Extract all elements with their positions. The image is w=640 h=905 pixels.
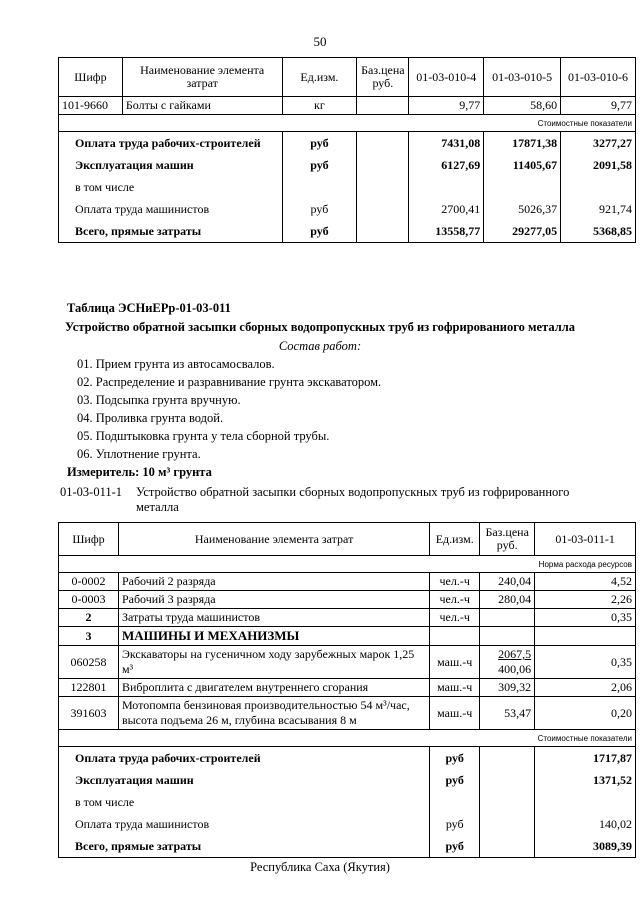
- cost-price: [357, 220, 409, 243]
- header-col2: 01-03-010-5: [484, 58, 561, 97]
- cost-price: [357, 176, 409, 198]
- row-price-secondary: 400,06: [498, 662, 532, 676]
- row-unit: маш.-ч: [430, 697, 480, 730]
- cost-price: [480, 791, 535, 813]
- cost-v1: 13558,77: [409, 220, 484, 243]
- cost-unit: руб: [282, 220, 357, 243]
- row-code: 0-0002: [59, 573, 119, 591]
- cost-row: [59, 769, 636, 791]
- row-value: [535, 627, 636, 646]
- cost-unit: руб: [282, 132, 357, 155]
- row-price-value: 280,04: [498, 592, 532, 606]
- cost-v3: 3277,27: [561, 132, 636, 155]
- row-name: Рабочий 2 разряда: [118, 573, 429, 591]
- cost-price: [480, 769, 535, 791]
- cost-v2: [484, 176, 561, 198]
- cost-value: 1717,87: [535, 747, 636, 770]
- norm-label-row: [59, 556, 636, 573]
- work-step: 04. Проливка грунта водой.: [77, 411, 224, 425]
- cost-v3: 5368,85: [561, 220, 636, 243]
- header-name: Наименование элемента затрат: [118, 523, 429, 556]
- row-unit: [430, 627, 480, 646]
- table-row: [59, 697, 636, 730]
- cost-v2: 29277,05: [484, 220, 561, 243]
- table-title: Таблица ЭСНиЕРр-01-03-011: [67, 301, 231, 315]
- row-v3: 9,77: [561, 97, 636, 115]
- header-code: Шифр: [59, 523, 119, 556]
- cost-v2: 17871,38: [484, 132, 561, 155]
- cost-row: [59, 176, 636, 198]
- cost-row: [59, 220, 636, 243]
- cost-row: [59, 198, 636, 220]
- row-unit: чел.-ч: [430, 573, 480, 591]
- page-number: 50: [313, 34, 327, 49]
- row-unit: кг: [282, 97, 357, 115]
- row-value: 2,26: [535, 591, 636, 609]
- row-code: 2: [59, 609, 119, 627]
- table-row: [59, 97, 636, 115]
- table-row: [59, 591, 636, 609]
- section-label-row: [59, 115, 636, 132]
- cost-name: в том числе: [59, 176, 283, 198]
- row-name: Мотопомпа бензиновая производительностью 54 м³/час, высота подъема 26 м, глубина всасывания 8 м: [118, 697, 429, 730]
- row-name: Болты с гайками: [122, 97, 282, 115]
- item-name: Устройство обратной засыпки сборных водопропускных труб из гофрированного металла: [136, 485, 570, 514]
- cost-unit: руб: [430, 835, 480, 858]
- cost-v3: [561, 176, 636, 198]
- cost-price: [357, 198, 409, 220]
- section-label: Стоимостные показатели: [59, 115, 636, 132]
- cost-name: Оплата труда рабочих-строителей: [59, 747, 430, 770]
- header-name: Наименование элемента затрат: [122, 58, 282, 97]
- cost-v3: 2091,58: [561, 154, 636, 176]
- cost-unit: руб: [430, 769, 480, 791]
- row-price-value: 2067,5: [498, 647, 532, 661]
- cost-unit: руб: [282, 198, 357, 220]
- row-v1: 9,77: [409, 97, 484, 115]
- cost-v2: 5026,37: [484, 198, 561, 220]
- cost-row: [59, 132, 636, 155]
- header-unit: Ед.изм.: [430, 523, 480, 556]
- table-header-row: [59, 58, 636, 97]
- row-name: Затраты труда машинистов: [118, 609, 429, 627]
- work-step: 03. Подсыпка грунта вручную.: [77, 393, 241, 407]
- row-price: [480, 697, 535, 730]
- row-price: [480, 573, 535, 591]
- cost-price: [357, 154, 409, 176]
- header-price: Баз.цена руб.: [480, 523, 535, 556]
- row-price: [480, 627, 535, 646]
- table-row: [59, 609, 636, 627]
- table-row: [59, 646, 636, 679]
- cost-name: Эксплуатация машин: [59, 769, 430, 791]
- cost-name: Оплата труда машинистов: [59, 198, 283, 220]
- row-code: 0-0003: [59, 591, 119, 609]
- cost-name: Всего, прямые затраты: [59, 220, 283, 243]
- row-code: 391603: [59, 697, 119, 730]
- cost-name: Всего, прямые затраты: [59, 835, 430, 858]
- cost-unit: руб: [430, 813, 480, 835]
- row-code: 060258: [59, 646, 119, 679]
- cost-v2: 11405,67: [484, 154, 561, 176]
- cost-row: [59, 747, 636, 770]
- section-label-row: [59, 730, 636, 747]
- header-col3: 01-03-010-6: [561, 58, 636, 97]
- cost-row: [59, 791, 636, 813]
- cost-name: Оплата труда рабочих-строителей: [59, 132, 283, 155]
- header-unit: Ед.изм.: [282, 58, 357, 97]
- row-price: [480, 679, 535, 697]
- row-value: 0,35: [535, 646, 636, 679]
- row-unit: маш.-ч: [430, 646, 480, 679]
- row-price-value: 240,04: [498, 574, 532, 588]
- cost-price: [480, 747, 535, 770]
- table-header-row: [59, 523, 636, 556]
- cost-value: 1371,52: [535, 769, 636, 791]
- composition-title: Состав работ:: [278, 339, 362, 353]
- row-code: 122801: [59, 679, 119, 697]
- work-step: 05. Подштыковка грунта у тела сборной трубы.: [77, 429, 330, 443]
- row-value: 4,52: [535, 573, 636, 591]
- cost-row: [59, 835, 636, 858]
- cost-value: [535, 791, 636, 813]
- cost-name: Оплата труда машинистов: [59, 813, 430, 835]
- cost-table-010: [58, 57, 636, 243]
- cost-v1: 2700,41: [409, 198, 484, 220]
- row-unit: маш.-ч: [430, 679, 480, 697]
- cost-price: [480, 835, 535, 858]
- cost-name: Эксплуатация машин: [59, 154, 283, 176]
- table-subtitle: Устройство обратной засыпки сборных водопропускных труб из гофрированиого металла: [64, 320, 575, 334]
- row-price: [357, 97, 409, 115]
- row-unit: чел.-ч: [430, 591, 480, 609]
- cost-price: [480, 813, 535, 835]
- cost-v1: 7431,08: [409, 132, 484, 155]
- table-row: [59, 573, 636, 591]
- row-unit: чел.-ч: [430, 609, 480, 627]
- row-code: 3: [59, 627, 119, 646]
- cost-unit: [282, 176, 357, 198]
- cost-value: 140,02: [535, 813, 636, 835]
- header-price: Баз.цена руб.: [357, 58, 409, 97]
- section-label: Стоимостные показатели: [59, 730, 636, 747]
- row-name: МАШИНЫ И МЕХАНИЗМЫ: [118, 627, 429, 646]
- cost-unit: руб: [282, 154, 357, 176]
- measure-unit: Измеритель: 10 м³ грунта: [67, 465, 212, 479]
- cost-row: [59, 154, 636, 176]
- header-code: Шифр: [59, 58, 123, 97]
- row-price-value: 309,32: [498, 680, 532, 694]
- cost-row: [59, 813, 636, 835]
- row-value: 0,35: [535, 609, 636, 627]
- row-v2: 58,60: [484, 97, 561, 115]
- cost-value: 3089,39: [535, 835, 636, 858]
- cost-price: [357, 132, 409, 155]
- norm-label: Норма расхода ресурсов: [59, 556, 636, 573]
- cost-v3: 921,74: [561, 198, 636, 220]
- work-step: 02. Распределение и разравнивание грунта экскаватором.: [77, 375, 382, 389]
- row-price: [480, 591, 535, 609]
- resource-table-011: [58, 522, 636, 858]
- cost-v1: [409, 176, 484, 198]
- work-step: 01. Прием грунта из автосамосвалов.: [77, 357, 275, 371]
- row-price: [480, 646, 535, 679]
- item-code: 01-03-011-1: [60, 485, 123, 499]
- cost-name: в том числе: [59, 791, 430, 813]
- row-price: [480, 609, 535, 627]
- work-step: 06. Уплотнение грунта.: [77, 447, 201, 461]
- table-row: [59, 679, 636, 697]
- row-price-value: 53,47: [504, 705, 532, 720]
- cost-unit: руб: [430, 747, 480, 770]
- header-col1: 01-03-010-4: [409, 58, 484, 97]
- row-value: 0,20: [535, 697, 636, 730]
- cost-v1: 6127,69: [409, 154, 484, 176]
- table-row: [59, 627, 636, 646]
- footer-region: Республика Саха (Якутия): [250, 860, 390, 874]
- cost-unit: [430, 791, 480, 813]
- row-name: Экскаваторы на гусеничном ходу зарубежных марок 1,25 м³: [118, 646, 429, 679]
- row-code: 101-9660: [59, 97, 123, 115]
- row-name: Рабочий 3 разряда: [118, 591, 429, 609]
- row-value: 2,06: [535, 679, 636, 697]
- row-name: Виброплита с двигателем внутреннего сгорания: [118, 679, 429, 697]
- header-col1: 01-03-011-1: [535, 523, 636, 556]
